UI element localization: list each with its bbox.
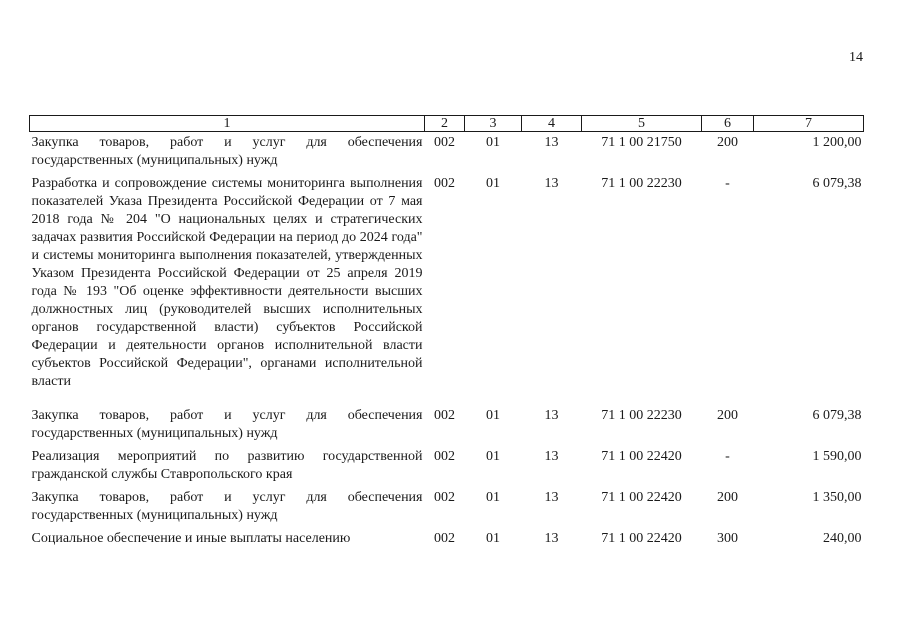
row-code-subsection: 13 — [544, 490, 559, 505]
column-header: 2 — [425, 116, 465, 132]
row-code-target: 71 1 00 22420 — [601, 490, 682, 505]
budget-table — [29, 115, 864, 551]
row-code-ministry: 002 — [434, 531, 455, 546]
row-code-expense-type: 200 — [717, 135, 738, 150]
table-row — [30, 446, 864, 487]
row-code-expense-type: 200 — [717, 408, 738, 423]
row-code-ministry: 002 — [434, 449, 455, 464]
row-code-subsection: 13 — [544, 449, 559, 464]
column-header: 6 — [702, 116, 754, 132]
row-name: Закупка товаров, работ и услуг для обеспечения государственных (муниципальных) нужд — [31, 490, 423, 523]
row-code-subsection: 13 — [544, 531, 559, 546]
column-header: 3 — [465, 116, 522, 132]
row-code-target: 71 1 00 21750 — [601, 135, 682, 150]
row-code-section: 01 — [486, 531, 500, 546]
row-code-subsection: 13 — [544, 135, 559, 150]
row-amount: 1 200,00 — [812, 135, 862, 150]
table-row — [30, 405, 864, 446]
row-amount: 6 079,38 — [812, 408, 862, 423]
row-code-ministry: 002 — [434, 490, 455, 505]
column-header: 4 — [522, 116, 582, 132]
row-code-subsection: 13 — [544, 408, 559, 423]
row-code-target: 71 1 00 22230 — [601, 176, 682, 191]
row-code-ministry: 002 — [434, 176, 455, 191]
row-name: Закупка товаров, работ и услуг для обеспечения государственных (муниципальных) нужд — [31, 408, 423, 441]
row-name: Реализация мероприятий по развитию государственной гражданской службы Ставропольского края — [31, 449, 423, 482]
row-amount: 1 350,00 — [812, 490, 862, 505]
row-name: Разработка и сопровождение системы мониторинга выполнения показателей Указа Президента Российской Федерации от 7 мая 2018 года № 204 "О национальных целях и стратегических задачах развития Российской Федерации на период до 2024 года" и системы мониторинга выполнения показателей, утвержденных Указом Президента Российской Федерации от 25 апреля 2019 года № 193 "Об оценке эффективности деятельности высших должностных лиц (руководителей высших исполнительных органов государственной власти) субъектов Российской Федерации и деятельности органов исполнительной власти субъектов Российской Федерации", органами исполнительной власти — [31, 176, 423, 389]
row-code-ministry: 002 — [434, 408, 455, 423]
row-name: Закупка товаров, работ и услуг для обеспечения государственных (муниципальных) нужд — [31, 135, 423, 168]
row-code-subsection: 13 — [544, 176, 559, 191]
table-row — [30, 173, 864, 405]
row-code-target: 71 1 00 22230 — [601, 408, 682, 423]
column-header: 7 — [754, 116, 864, 132]
column-header: 1 — [30, 116, 425, 132]
page-number: 14 — [849, 50, 863, 65]
row-amount: 6 079,38 — [812, 176, 862, 191]
row-code-expense-type: - — [725, 449, 730, 464]
table-row — [30, 132, 864, 174]
row-name: Социальное обеспечение и иные выплаты населению — [31, 531, 351, 546]
row-code-section: 01 — [486, 408, 500, 423]
row-code-target: 71 1 00 22420 — [601, 449, 682, 464]
table-row — [30, 528, 864, 551]
row-code-section: 01 — [486, 490, 500, 505]
column-header: 5 — [582, 116, 702, 132]
row-amount: 1 590,00 — [812, 449, 862, 464]
row-code-expense-type: 200 — [717, 490, 738, 505]
table-row — [30, 487, 864, 528]
table-header-row — [30, 116, 864, 132]
row-code-section: 01 — [486, 135, 500, 150]
row-amount: 240,00 — [823, 531, 862, 546]
row-code-expense-type: - — [725, 176, 730, 191]
row-code-section: 01 — [486, 176, 500, 191]
row-code-ministry: 002 — [434, 135, 455, 150]
row-code-expense-type: 300 — [717, 531, 738, 546]
row-code-section: 01 — [486, 449, 500, 464]
row-code-target: 71 1 00 22420 — [601, 531, 682, 546]
